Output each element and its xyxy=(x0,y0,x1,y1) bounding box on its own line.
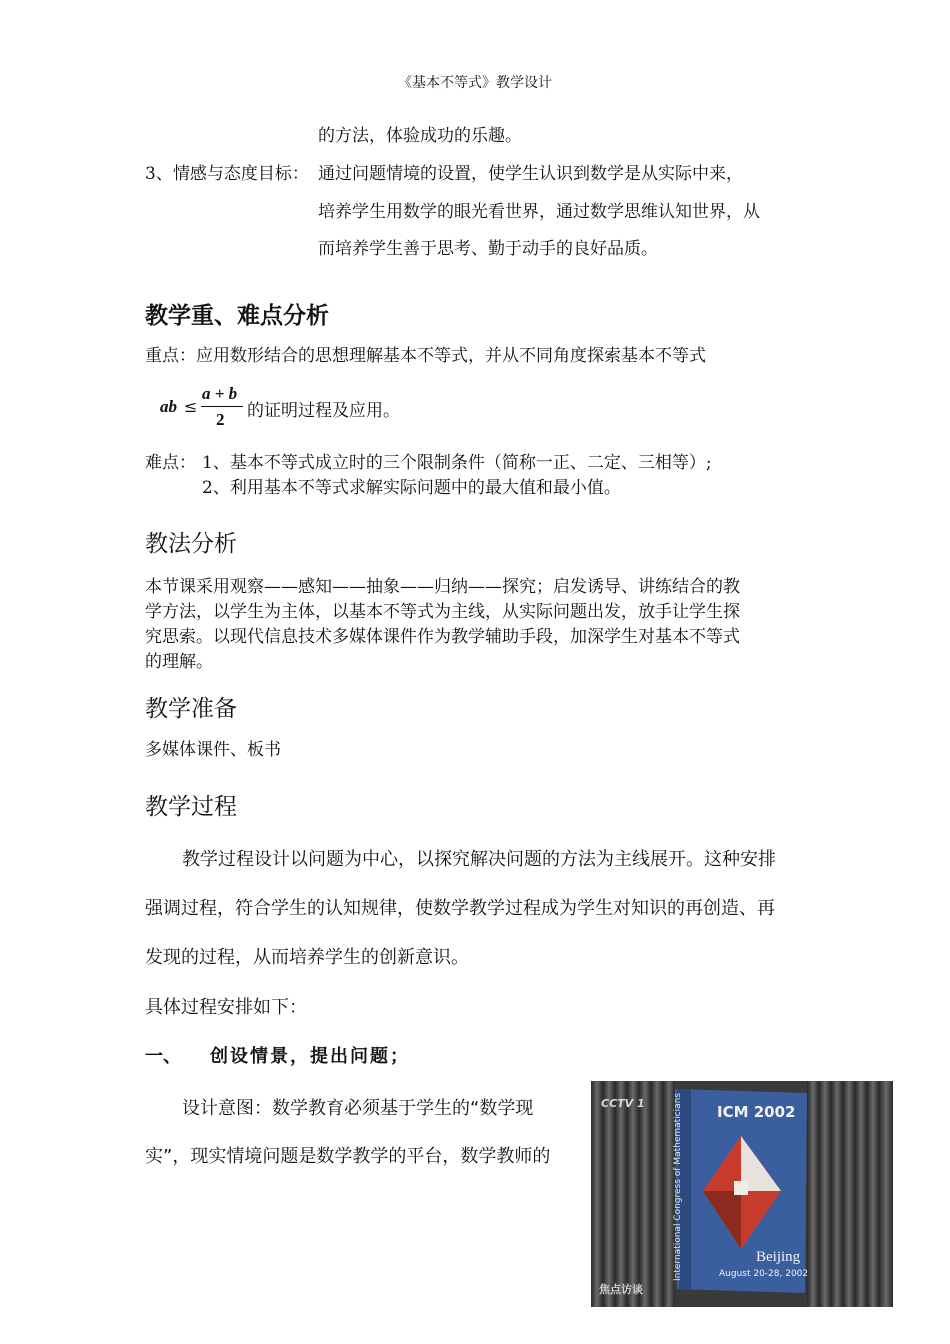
difficulty-item: 1、基本不等式成立时的三个限制条件（简称一正、二定、三相等）; xyxy=(202,453,712,473)
section-heading-method: 教法分析 xyxy=(145,531,237,557)
formula-suffix: 的证明过程及应用。 xyxy=(247,401,400,421)
difficulty-item: 2、利用基本不等式求解实际问题中的最大值和最小值。 xyxy=(202,478,621,498)
poster-title: ICM 2002 xyxy=(717,1103,796,1121)
difficulty-label: 难点： xyxy=(145,453,196,473)
process-line: 强调过程，符合学生的认知规律，使数学教学过程成为学生对知识的再创造、再 xyxy=(145,898,775,919)
intent-line: 设计意图：数学教育必须基于学生的“数学现 xyxy=(182,1098,534,1119)
formula-denominator: 2 xyxy=(216,410,225,429)
step1-title: 创设情景，提出问题； xyxy=(210,1046,410,1067)
goal-item3-line: 通过问题情境的设置，使学生认识到数学是从实际中来， xyxy=(318,164,743,184)
section-heading-prep: 教学准备 xyxy=(145,696,237,722)
goal-item3-label: 3、情感与态度目标： xyxy=(145,164,309,184)
formula-fraction-bar xyxy=(201,406,243,407)
process-line: 教学过程设计以问题为中心，以探究解决问题的方法为主线展开。这种安排 xyxy=(182,849,776,870)
process-arrangement: 具体过程安排如下： xyxy=(145,997,307,1018)
prep-text: 多媒体课件、板书 xyxy=(145,740,281,760)
method-line: 究思索。以现代信息技术多媒体课件作为教学辅助手段，加深学生对基本不等式 xyxy=(145,627,740,647)
formula-lhs: ab xyxy=(160,397,177,416)
step1-number: 一、 xyxy=(145,1046,181,1067)
poster-side-text: International Congress of Mathematicians xyxy=(673,1092,683,1281)
formula-numerator: a + b xyxy=(202,384,238,403)
keypoint-line: 重点：应用数形结合的思想理解基本不等式，并从不同角度探索基本不等式 xyxy=(145,346,706,366)
intent-line: 实”，现实情境问题是数学教学的平台，数学教师的 xyxy=(145,1146,551,1167)
process-line: 发现的过程，从而培养学生的创新意识。 xyxy=(145,947,469,968)
goal-item3-line: 而培养学生善于思考、勤于动手的良好品质。 xyxy=(318,239,658,259)
poster-date: August 20-28, 2002 xyxy=(719,1269,809,1279)
formula-relation: ≤ xyxy=(184,397,198,416)
section-heading-keypoints: 教学重、难点分析 xyxy=(145,303,329,329)
icm-poster-photo xyxy=(591,1081,893,1307)
program-logo: 焦点访谈 xyxy=(599,1283,643,1296)
goal-method-line: 的方法，体验成功的乐趣。 xyxy=(318,126,522,146)
method-line: 学方法，以学生为主体，以基本不等式为主线，从实际问题出发，放手让学生探 xyxy=(145,602,740,622)
page-header-title: 《基本不等式》教学设计 xyxy=(398,75,552,91)
channel-logo: CCTV 1 xyxy=(601,1097,645,1110)
method-line: 本节课采用观察——感知——抽象——归纳——探究；启发诱导、讲练结合的教 xyxy=(145,577,740,597)
method-line: 的理解。 xyxy=(145,652,213,672)
section-heading-process: 教学过程 xyxy=(145,794,237,820)
goal-item3-line: 培养学生用数学的眼光看世界，通过数学思维认知世界，从 xyxy=(318,202,760,222)
poster-city: Beijing xyxy=(756,1249,801,1265)
